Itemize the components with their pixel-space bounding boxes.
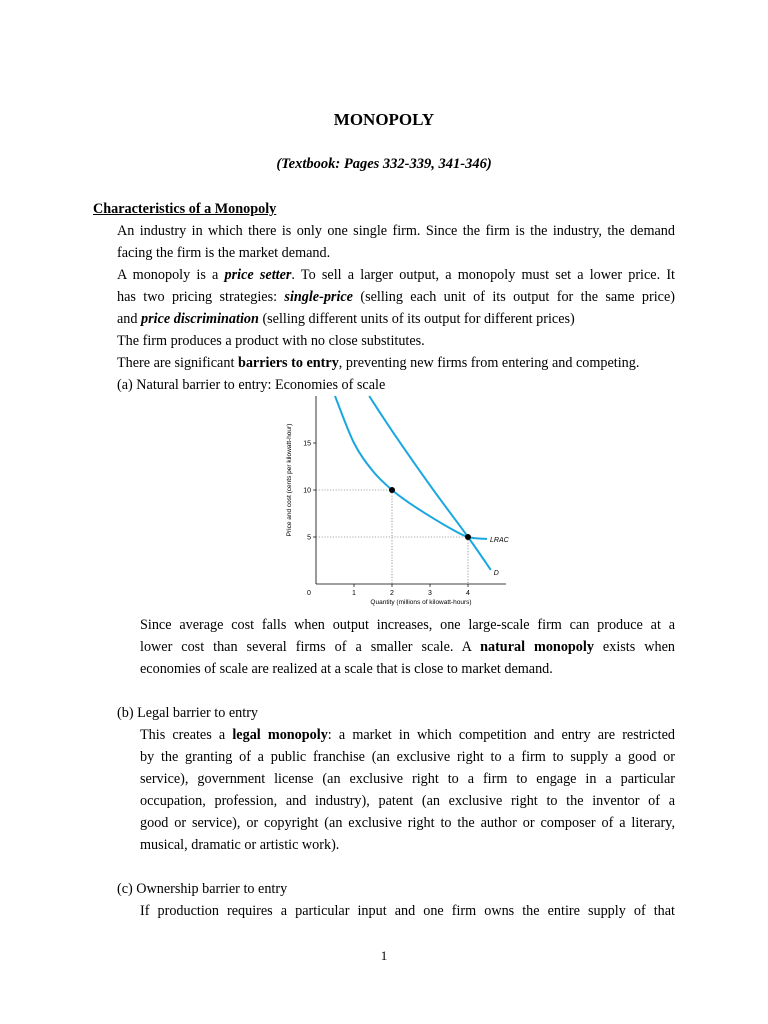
series-lrac-line — [335, 396, 487, 539]
x-tick-label: 2 — [390, 590, 394, 597]
paragraph-line: Since average cost falls when output increases, one large-scale firm can produce at a — [140, 617, 675, 633]
x-tick-label: 4 — [466, 590, 470, 597]
term-legal-monopoly: legal monopoly — [232, 727, 328, 743]
text: , preventing new firms from entering and competing. — [338, 355, 640, 371]
page-number: 1 — [380, 948, 388, 963]
paragraph-line — [117, 286, 675, 308]
x-tick-label: 3 — [428, 590, 432, 597]
paragraph-line — [117, 308, 675, 330]
text: has two pricing strategies: — [117, 289, 285, 305]
paragraph-line — [140, 724, 675, 746]
paragraph-line: service), government license (an exclusive right to a firm to engage in a particular — [140, 771, 675, 787]
text: exists when — [593, 639, 675, 655]
paragraph-line — [117, 264, 675, 286]
paragraph-line: occupation, profession, and industry), patent (an exclusive right to the inventor of a — [140, 793, 675, 809]
series-lrac-label: LRAC — [490, 536, 509, 544]
text: . To sell a larger output, a monopoly must set a lower price. It — [291, 267, 676, 283]
text: A monopoly is a — [117, 267, 225, 283]
section-heading: Characteristics of a Monopoly — [93, 201, 277, 217]
series-d-label: D — [493, 569, 499, 577]
economies-of-scale-chart — [280, 392, 510, 612]
text: (selling each unit of its output for the same price) — [352, 289, 675, 305]
paragraph-line: good or service), or copyright (an exclusive right to the author or composer of a literary, — [140, 815, 675, 831]
paragraph-line: The firm produces a product with no close substitutes. — [117, 333, 425, 349]
text: (selling different units of its output for different prices) — [258, 311, 575, 327]
term-price-discrimination: price discrimination — [141, 311, 259, 327]
subsection-heading-a: (a) Natural barrier to entry: Economies of scale — [117, 377, 386, 393]
paragraph-line: economies of scale are realized at a scale that is close to market demand. — [140, 661, 553, 677]
y-axis-label: Price and cost (cents per kilowatt-hour) — [286, 423, 293, 537]
subsection-heading-b: (b) Legal barrier to entry — [117, 705, 259, 721]
document-title: MONOPOLY — [333, 110, 435, 129]
data-point — [465, 534, 471, 540]
y-tick-label: 15 — [303, 440, 311, 448]
subsection-heading-c: (c) Ownership barrier to entry — [117, 881, 288, 897]
x-axis-label: Quantity (millions of kilowatt-hours) — [370, 599, 472, 606]
term-natural-monopoly: natural monopoly — [480, 639, 594, 655]
text: lower cost than several firms of a smaller scale. A — [140, 639, 481, 655]
text: : a market in which competition and entry are restricted — [327, 727, 675, 743]
term-single-price: single-price — [284, 289, 353, 305]
paragraph-line: musical, dramatic or artistic work). — [140, 837, 340, 853]
paragraph-line: An industry in which there is only one single firm. Since the firm is the industry, the demand — [117, 223, 675, 239]
y-tick-label: 10 — [303, 487, 311, 495]
paragraph-line — [117, 352, 675, 374]
text: There are significant — [117, 355, 238, 371]
x-tick-label: 0 — [307, 590, 311, 597]
paragraph-line: facing the firm is the market demand. — [117, 245, 331, 261]
document-subtitle: (Textbook: Pages 332-339, 341-346) — [276, 156, 492, 172]
term-price-setter: price setter — [224, 267, 292, 283]
paragraph-line: by the granting of a public franchise (an exclusive right to a firm to supply a good or — [140, 749, 675, 765]
text: This creates a — [140, 727, 233, 743]
series-d-line — [369, 396, 491, 570]
y-tick-label: 5 — [307, 534, 311, 542]
term-barriers-to-entry: barriers to entry — [237, 355, 339, 371]
text: and — [117, 311, 142, 327]
paragraph-line — [140, 636, 675, 658]
paragraph-line: If production requires a particular input and one firm owns the entire supply of that — [140, 903, 675, 919]
x-tick-label: 1 — [352, 590, 356, 597]
data-point — [389, 487, 395, 493]
